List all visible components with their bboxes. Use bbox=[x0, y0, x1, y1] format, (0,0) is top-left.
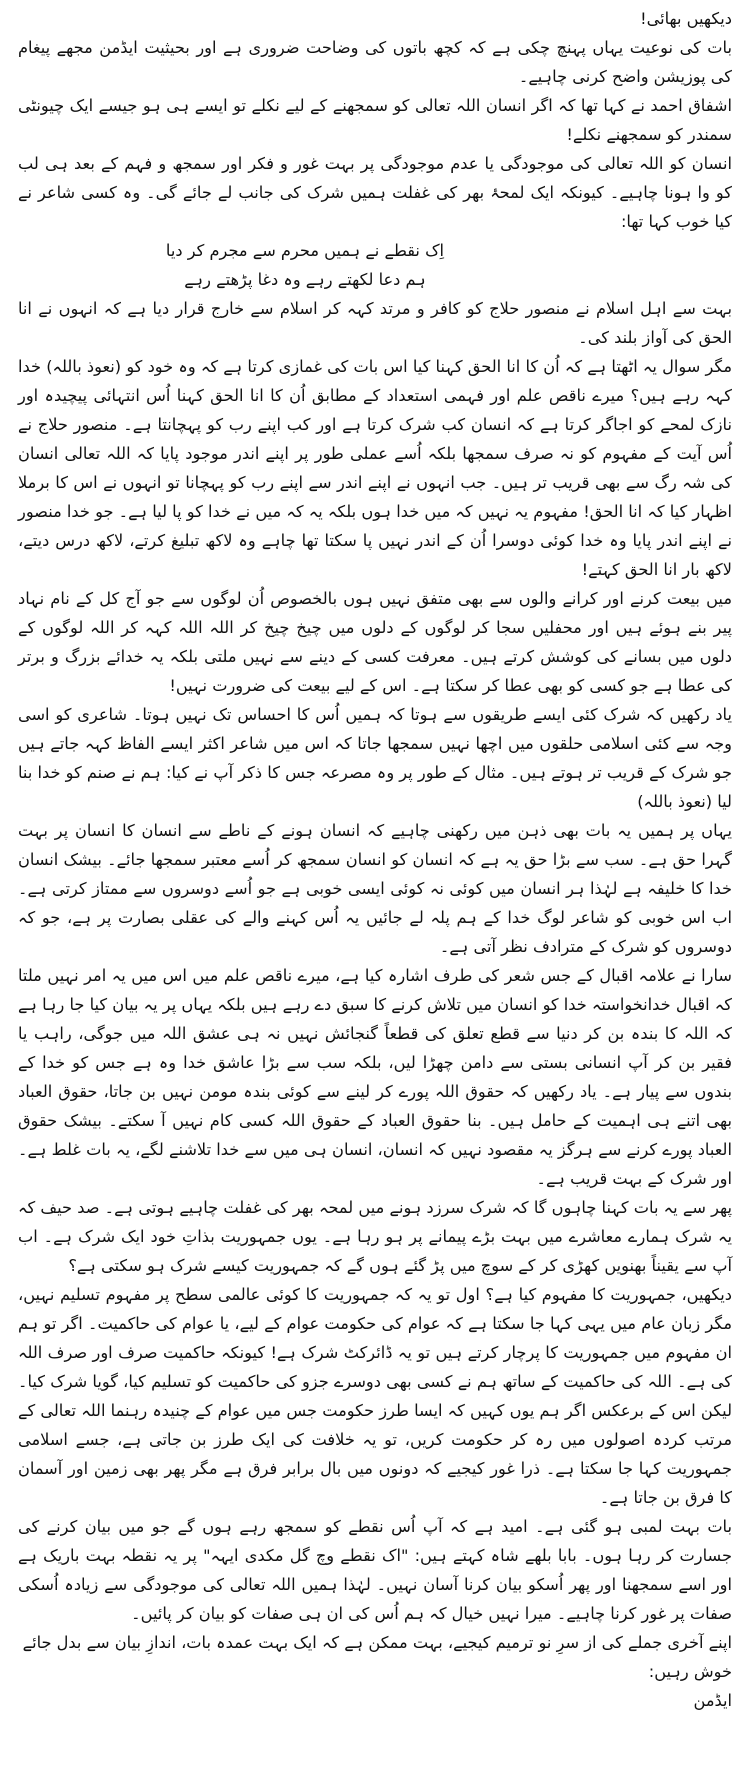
paragraph: سارا نے علامہ اقبال کے جس شعر کی طرف اشارہ کیا ہے، میرے ناقص علم میں اس میں یہ امر نہیں ملتا کہ اقبال خدانخواستہ خدا کو انسان میں تلاش کرنے کا سبق دے رہے ہیں بلکہ یہاں پر یہ بیان کیا جا رہا ہے کہ اللہ کا بندہ بن کر دنیا سے قطع تعلق کی قطعاً گنجائش نہیں نہ ہی عشق اللہ میں جوگی، راہب یا فقیر بن کر آپ انسانی بستی سے دامن چھڑا لیں، بلکہ سب سے بڑا عاشق خدا وہ ہے جس کو خدا کے بندوں سے پیار ہے۔ یاد رکھیں کہ حقوق اللہ پورے کر لینے سے کوئی بندہ مومن نہیں بن جاتا، حقوق العباد بھی اتنے ہی اہمیت کے حامل ہیں۔ بنا حقوق العباد کے حقوق اللہ کسی کام نہیں آ سکتے۔ بیشک حقوق العباد پورے کرنے سے ہرگز یہ مقصود نہیں کہ انسان، انسان ہی میں سے خدا تلاشنے لگے، یہ بات غلط ہے۔ اور شرک کے بہت قریب ہے۔ bbox=[18, 966, 732, 1188]
paragraph: بات کی نوعیت یہاں پہنچ چکی ہے کہ کچھ باتوں کی وضاحت ضروری ہے اور بحیثیت ایڈمن مجھے پیغام کی پوزیشن واضح کرنی چاہیے۔ bbox=[18, 38, 732, 86]
paragraph: بات بہت لمبی ہو گئی ہے۔ امید ہے کہ آپ اُس نقطے کو سمجھ رہے ہوں گے جو میں بیان کرنے کی جسارت کر رہا ہوں۔ بابا بلھے شاہ کہتے ہیں: "اک نقطے وچ گل مکدی ایہہ" پر یہ نقطہ بہت باریک ہے اور اسے سمجھنا اور پھر اُسکو بیان کرنا آسان نہیں۔ لہٰذا ہمیں اللہ تعالی کی موجودگی سے زیادہ اُسکی صفات پر غور کرنا چاہیے۔ میرا نہیں خیال کہ ہم اُس کی ان ہی صفات کو بیان کر پائیں۔ bbox=[18, 1517, 732, 1623]
paragraph: مگر سوال یہ اٹھتا ہے کہ اُن کا انا الحق کہنا کیا اس بات کی غمازی کرتا ہے کہ وہ خود کو (نعوذ باللہ) خدا کہہ رہے ہیں؟ میرے ناقص علم اور فہمی استعداد کے مطابق اُن کا انا الحق کہنا اُس انتہائی پیچیدہ اور نازک لمحے کو اجاگر کرتا ہے کہ انسان کب شرک کرتا ہے اور کب اپنے رب کو پہچانتا ہے۔ منصور حلاج نے اُس آیت کے مفہوم کو نہ صرف سمجھا بلکہ اُسے عملی طور پر اپنے اندر موجود پایا کہ اللہ تعالی انسان کی شہ رگ سے بھی قریب تر ہیں۔ جب انہوں نے اپنے اندر سے اپنے رب کو پہچانا تو انہوں نے اس کا برملا اظہار کیا کہ انا الحق! مفہوم یہ نہیں کہ میں خدا ہوں بلکہ یہ کہ میں نے خدا کو پا لیا ہے۔ جو خدا منصور نے اپنے اندر پایا وہ خدا کوئی دوسرا اُن کے اندر نہیں پا سکتا تھا چاہے وہ لاکھ تبلیغ کرتے، لاکھ درس دیتے، لاکھ بار انا الحق کہتے! bbox=[18, 357, 732, 579]
paragraph: پھر سے یہ بات کہنا چاہوں گا کہ شرک سرزد ہونے میں لمحہ بھر کی غفلت چاہیے ہوتی ہے۔ صد حیف کہ یہ شرک ہمارے معاشرے میں بہت بڑے پیمانے پر ہو رہا ہے۔ یوں جمہوریت بذاتِ خود ایک شرک ہے۔ اب آپ سے یقیناً بھنویں کھڑی کر کے سوچ میں پڑ گئے ہوں گے کہ جمہوریت کیسے شرک ہو سکتی ہے؟ bbox=[18, 1198, 732, 1275]
verse-line: ہم دعا لکھتے رہے وہ دغا پڑھتے رہے bbox=[184, 270, 426, 289]
signature: ایڈمن bbox=[693, 1691, 732, 1710]
post-body bbox=[10, 0, 740, 1765]
paragraph: یاد رکھیں کہ شرک کئی ایسے طریقوں سے ہوتا کہ ہمیں اُس کا احساس تک نہیں ہوتا۔ شاعری کو اسی وجہ سے کئی اسلامی حلقوں میں اچھا نہیں سمجھا جاتا کہ اس میں شاعر اکثر ایسے الفاظ کہہ جاتے ہیں جو شرک کے قریب تر ہوتے ہیں۔ مثال کے طور پر وہ مصرعہ جس کا ذکر آپ نے کیا: ہم نے صنم کو خدا بنا لیا (نعوذ باللہ) bbox=[18, 705, 732, 811]
paragraph: یہاں پر ہمیں یہ بات بھی ذہن میں رکھنی چاہیے کہ انسان ہونے کے ناطے سے انسان کا انسان پر بہت گہرا حق ہے۔ سب سے بڑا حق یہ ہے کہ انسان کو انسان سمجھ کر اُسے معتبر سمجھا جائے۔ بیشک انسان خدا کا خلیفہ ہے لہٰذا ہر انسان میں کوئی نہ کوئی ایسی خوبی ہے جو اُسے دوسروں سے ممتاز کرتی ہے۔ اب اس خوبی کو شاعر لوگ خدا کے ہم پلہ لے جائیں یہ اُس کہنے والے کی عقلی بصارت پر ہے، جو کہ دوسروں کو شرک کے مترادف نظر آتی ہے۔ bbox=[18, 821, 732, 956]
paragraph: انسان کو اللہ تعالی کی موجودگی یا عدم موجودگی پر بہت غور و فکر اور سمجھ و فہم کے بعد ہی لب کو وا ہونا چاہیے۔ کیونکہ ایک لمحۂ بھر کی غفلت ہمیں شرک کی جانب لے جائے گی۔ وہ کسی شاعر نے کیا خوب کہا تھا: bbox=[18, 154, 732, 231]
paragraph: اشفاق احمد نے کہا تھا کہ اگر انسان اللہ تعالی کو سمجھنے کے لیے نکلے تو ایسے ہی ہو جیسے ایک چیونٹی سمندر کو سمجھنے نکلے! bbox=[18, 96, 732, 144]
paragraph: بہت سے اہل اسلام نے منصور حلاج کو کافر و مرتد کہہ کر اسلام سے خارج قرار دیا ہے کہ انہوں نے انا الحق کی آواز بلند کی۔ bbox=[18, 299, 732, 347]
paragraph: دیکھیں، جمہوریت کا مفہوم کیا ہے؟ اول تو یہ کہ جمہوریت کا کوئی عالمی سطح پر مفہوم تسلیم نہیں، مگر زبان عام میں یہی کہا جا سکتا ہے کہ عوام کی حکومت عوام کے لیے، یا عوام کی حاکمیت۔ اگر تو ہم ان مفہوم میں جمہوریت کا پرچار کرتے ہیں تو یہ ڈائرکٹ شرک ہے! کیونکہ حاکمیت صرف اور صرف اللہ کی ہے۔ اللہ کی حاکمیت کے ساتھ ہم نے کسی بھی دوسرے جزو کی حاکمیت کو تسلیم کیا، گویا شرک کیا۔ لیکن اس کے برعکس اگر ہم یوں کہیں کہ ایسا طرز حکومت جس میں عوام کے چنیدہ رہنما اللہ تعالی کے مرتب کردہ اصولوں میں رہ کر حکومت کریں، تو یہ خلافت کی ایک طرز بن جاتی ہے، جسے اسلامی جمہوریت کہا جا سکتا ہے۔ ذرا غور کیجیے کہ دونوں میں بال برابر فرق ہے مگر پھر بھی زمین اور آسمان کا فرق بن جاتا ہے۔ bbox=[18, 1285, 732, 1507]
verse-line: اِک نقطے نے ہمیں محرم سے مجرم کر دیا bbox=[165, 241, 445, 260]
greeting: دیکھیں بھائی! bbox=[640, 9, 732, 28]
paragraph: اپنے آخری جملے کی از سرِ نو ترمیم کیجیے، بہت ممکن ہے کہ ایک بہت عمدہ بات، اندازِ بیان سے بدل جائے bbox=[22, 1633, 732, 1652]
closing: خوش رہیں: bbox=[648, 1662, 732, 1681]
paragraph: میں بیعت کرنے اور کرانے والوں سے بھی متفق نہیں ہوں بالخصوص اُن لوگوں سے جو آج کل کے نام نہاد پیر بنے ہوئے ہیں اور محفلیں سجا کر لوگوں کے دلوں میں چیخ چیخ کر اللہ اللہ کہہ کر اللہ لوگوں کے دلوں میں بسانے کی کوشش کرتے ہیں۔ معرفت کسی کے دینے سے نہیں ملتی بلکہ یہ خدائے بزرگ و برتر کی عطا ہے جو کسی کو بھی عطا کر سکتا ہے۔ اس کے لیے بیعت کی ضرورت نہیں! bbox=[18, 589, 732, 695]
